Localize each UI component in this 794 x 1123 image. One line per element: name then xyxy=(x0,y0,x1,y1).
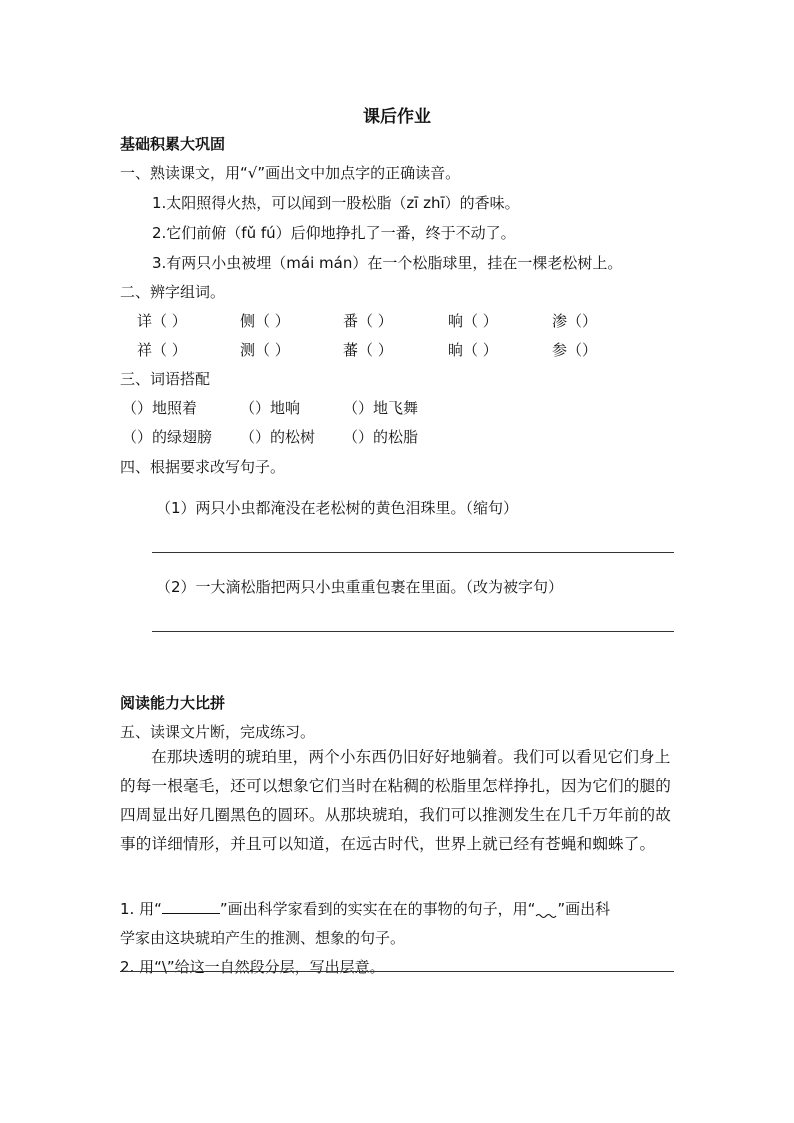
word-group-cell: 详（ ） xyxy=(137,312,187,330)
word-group-cell: 番（ ） xyxy=(343,312,393,330)
question-2-label: 二、辨字组词。 xyxy=(120,283,226,301)
task-1-text-c: ”画出科 xyxy=(557,900,611,918)
question-5-label: 五、读课文片断，完成练习。 xyxy=(120,723,316,741)
word-group-cell: 测（ ） xyxy=(240,341,290,359)
collocation-cell: （）的松脂 xyxy=(343,428,419,446)
collocation-cell: （）的松树 xyxy=(240,428,316,446)
straight-underline-mark xyxy=(162,901,220,914)
collocation-cell: （）地响 xyxy=(240,399,301,417)
collocation-cell: （）地照着 xyxy=(122,399,198,417)
wavy-underline-mark xyxy=(535,906,557,914)
answer-line xyxy=(120,971,674,972)
rewrite-sentence-item: （2）一大滴松脂把两只小虫重重包裹在里面。（改为被字句） xyxy=(156,578,564,596)
word-group-cell: 渗（） xyxy=(552,312,598,330)
task-1-line-1 xyxy=(120,898,610,919)
task-1-text-b: ”画出科学家看到的实实在在的事物的句子，用“ xyxy=(219,900,536,918)
task-1-line-2: 学家由这块琥珀产生的推测、想象的句子。 xyxy=(120,929,406,947)
word-group-cell: 参（） xyxy=(552,341,598,359)
question-4-label: 四、根据要求改写句子。 xyxy=(120,458,286,476)
section-heading-reading: 阅读能力大比拼 xyxy=(120,694,226,712)
task-1-text-a: 1. 用“ xyxy=(120,900,162,918)
rewrite-sentence-item: （1）两只小虫都淹没在老松树的黄色泪珠里。（缩句） xyxy=(156,499,519,517)
collocation-cell: （）的绿翅膀 xyxy=(122,428,213,446)
answer-line xyxy=(152,631,674,632)
reading-passage: 在那块透明的琥珀里，两个小东西仍旧好好地躺着。我们可以看见它们身上的每一根毫毛，还可以想象它们当时在粘稠的松脂里怎样挣扎，因为它们的腿的四周显出好几圈黑色的圆环。从那块琥珀，我们可以推测发生在几千万年前的故事的详细情形，并且可以知道，在远古时代，世界上就已经有苍蝇和蜘蛛了。 xyxy=(120,748,672,853)
question-3-label: 三、词语搭配 xyxy=(120,370,211,388)
word-group-cell: 祥（ ） xyxy=(137,341,187,359)
page-title: 课后作业 xyxy=(363,107,431,127)
question-1-item: 1.太阳照得火热，可以闻到一股松脂（zī zhī）的香味。 xyxy=(152,194,520,212)
word-group-cell: 晌（ ） xyxy=(448,341,498,359)
question-1-item: 3.有两只小虫被埋（mái mán）在一个松脂球里，挂在一棵老松树上。 xyxy=(152,254,623,272)
collocation-cell: （）地飞舞 xyxy=(343,399,419,417)
word-group-cell: 侧（ ） xyxy=(240,312,290,330)
word-group-cell: 响（ ） xyxy=(448,312,498,330)
question-1-label: 一、熟读课文，用“√”画出文中加点字的正确读音。 xyxy=(120,164,461,182)
section-heading-basics: 基础积累大巩固 xyxy=(120,135,226,153)
answer-line xyxy=(152,552,674,553)
question-1-item: 2.它们前俯（fǔ fú）后仰地挣扎了一番，终于不动了。 xyxy=(152,224,516,242)
word-group-cell: 蕃（ ） xyxy=(343,341,393,359)
task-2: 2. 用“\”给这一自然段分层，写出层意。 xyxy=(120,958,385,976)
